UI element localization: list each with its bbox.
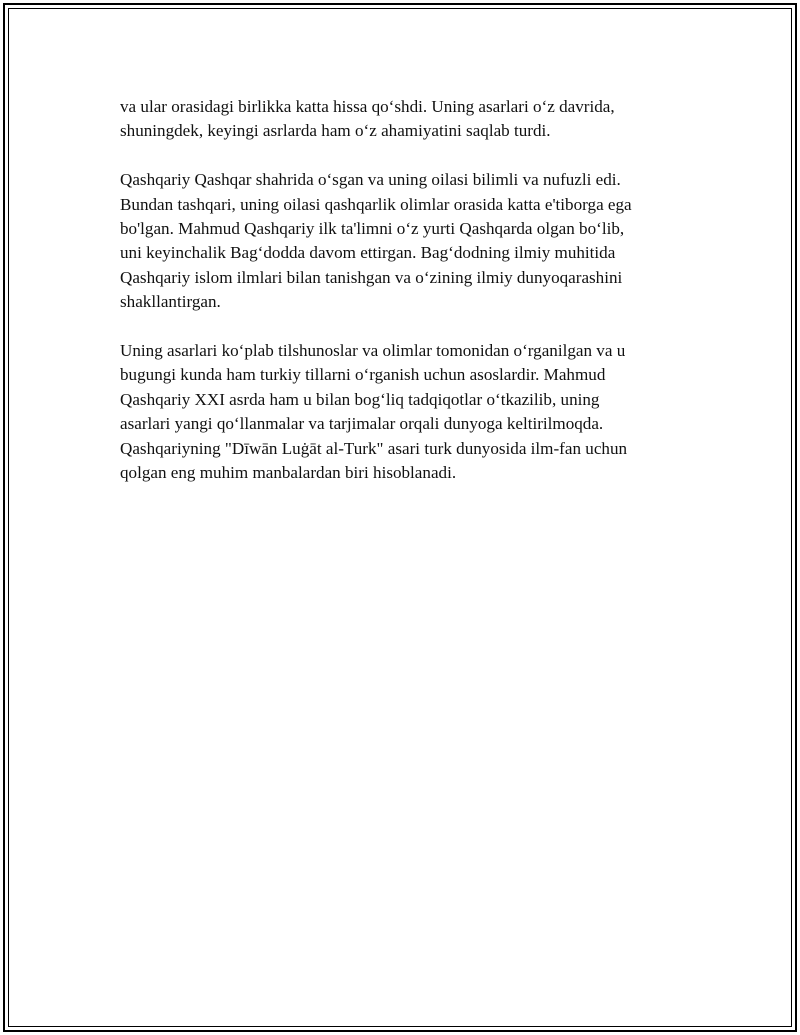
text-line: qolgan eng muhim manbalardan biri hisoblanadi. [120, 463, 457, 483]
text-line: Uning asarlari ko‘plab tilshunoslar va olimlar tomonidan o‘rganilgan va u [120, 341, 626, 361]
document-body [120, 95, 700, 510]
text-line: Qashqariy Qashqar shahrida o‘sgan va uning oilasi bilimli va nufuzli edi. [120, 170, 621, 190]
page-border-frame [3, 3, 797, 1032]
text-line: asarlari yangi qo‘llanmalar va tarjimalar orqali dunyoga keltirilmoqda. [120, 414, 604, 434]
text-line: shakllantirgan. [120, 292, 221, 312]
text-line: va ular orasidagi birlikka katta hissa qo‘shdi. Uning asarlari o‘z davrida, [120, 97, 615, 116]
text-line: shuningdek, keyingi asrlarda ham o‘z ahamiyatini saqlab turdi. [120, 121, 551, 141]
paragraph-1 [120, 95, 700, 144]
text-line: Bundan tashqari, uning oilasi qashqarlik olimlar orasida katta e'tiborga ega [120, 194, 632, 214]
text-line: bugungi kunda ham turkiy tillarni o‘rganish uchun asoslardir. Mahmud [120, 365, 606, 385]
text-line: Qashqariy islom ilmlari bilan tanishgan va o‘zining ilmiy dunyoqarashini [120, 267, 623, 287]
paragraph-2 [120, 168, 700, 314]
text-line: uni keyinchalik Bag‘dodda davom ettirgan. Bag‘dodning ilmiy muhitida [120, 243, 616, 263]
text-line: bo'lgan. Mahmud Qashqariy ilk ta'limni o‘z yurti Qashqarda olgan bo‘lib, [120, 219, 625, 239]
text-line: Qashqariy XXI asrda ham u bilan bog‘liq tadqiqotlar o‘tkazilib, uning [120, 389, 600, 409]
text-line: Qashqariyning "Dīwān Luġāt al-Turk" asari turk dunyosida ilm-fan uchun [120, 438, 628, 458]
paragraph-3 [120, 339, 700, 485]
